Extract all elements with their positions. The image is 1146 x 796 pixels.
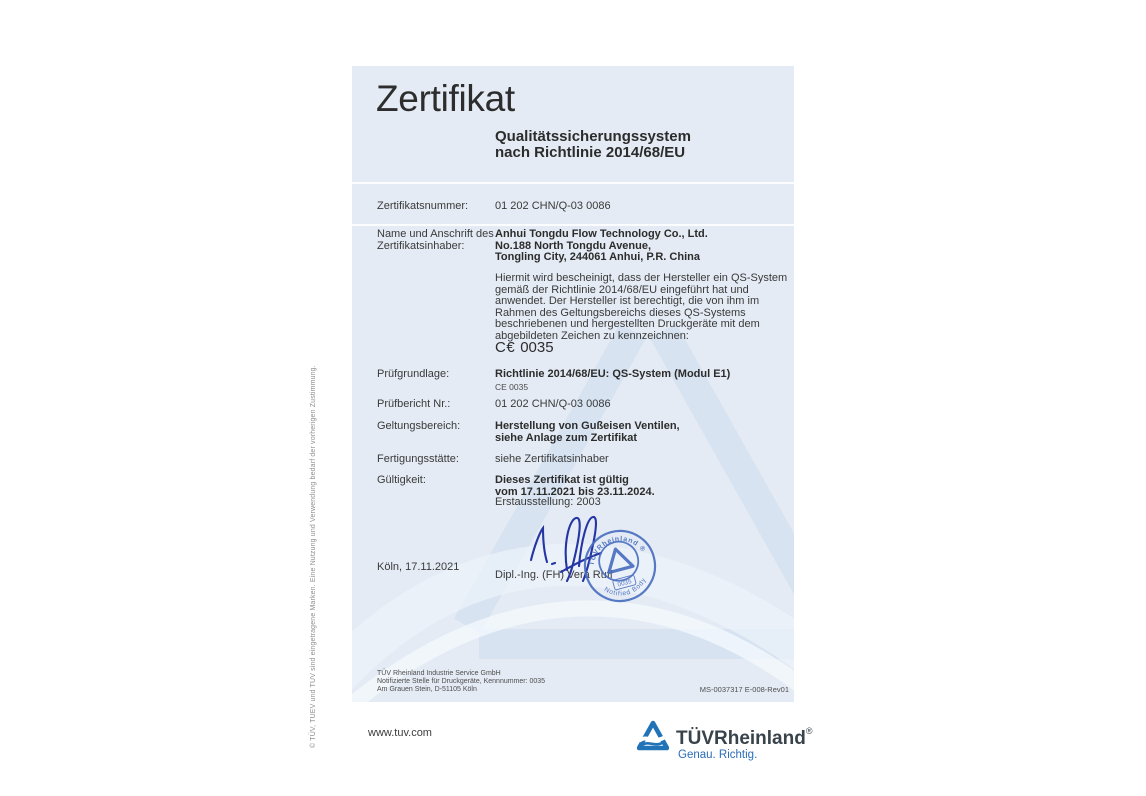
brand-rheinland: Rheinland [714,728,806,749]
registered-mark: ® [805,726,813,736]
brand-tagline: Genau. Richtig. [678,749,758,761]
gueltigkeit-label: Gültigkeit: [377,474,426,486]
geltungsbereich-label: Geltungsbereich: [377,420,461,432]
ce-mark-symbol: C€ [495,339,516,356]
place-and-date: Köln, 17.11.2021 [377,561,460,573]
divider-line [352,182,794,184]
pruefbericht-value: 01 202 CHN/Q-03 0086 [495,398,611,410]
fertigungsstaette-label: Fertigungsstätte: [377,453,459,465]
website-url: www.tuv.com [368,727,432,739]
signer-name: Dipl.-Ing. (FH) Vera Ruff [495,569,613,581]
pruefgrundlage-value: Richtlinie 2014/68/EU: QS-System (Modul E1) [495,368,731,380]
pruefgrundlage-label: Prüfgrundlage: [377,368,450,380]
ce-marking [495,339,554,356]
certificate-sheet [352,66,794,702]
pruefgrundlage-sub: CE 0035 [495,382,529,392]
brand-wordmark [676,728,812,750]
geltungsbereich-value: Herstellung von Gußeisen Ventilen, siehe Anlage zum Zertifikat [495,420,680,444]
seal-top-text: TÜVRheinland ® [588,535,647,567]
issuer-block: TÜV Rheinland Industrie Service GmbH Notifizierte Stelle für Druckgeräte, Kennnummer: 0035 Am Grauen Stein, D-51105 Köln [377,670,546,693]
holder-label: Name und Anschrift des Zertifikatsinhaber: [377,228,494,252]
certification-statement: Hiermit wird bescheinigt, dass der Hersteller ein QS-System gemäß der Richtlinie 2014/68/EU eingeführt hat und anwendet. Der Hersteller ist berechtigt, die von ihm im Rahmen des Geltungsbereichs dieses QS-Systems beschriebenen und hergestellten Druckgeräte mit dem abgebildeten Zeichen zu kennzeichnen: [495,272,788,342]
cert-number-label: Zertifikatsnummer: [377,200,469,212]
document-reference: MS-0037317 E-008-Rev01 [699,685,789,694]
brand-tuv: TÜV [676,728,714,749]
tuv-triangle-watermark [352,66,794,702]
tuv-rheinland-logo-icon [637,720,669,752]
seal-triangle-icon [603,546,633,573]
seal-number: 0035 [616,578,633,589]
cert-number-value: 01 202 CHN/Q-03 0086 [495,200,611,212]
gueltigkeit-value: Dieses Zertifikat ist gültig vom 17.11.2021 bis 23.11.2024. [495,474,655,498]
certificate-title: Zertifikat [376,78,515,119]
pruefbericht-label: Prüfbericht Nr.: [377,398,451,410]
fertigungsstaette-value: siehe Zertifikatsinhaber [495,453,609,465]
seal-bottom-text: Notified Body [602,576,648,598]
trademark-note: © TÜV, TUEV und TUV sind eingetragene Marken. Eine Nutzung und Verwendung bedarf der vorherigen Zustimmung. [310,365,317,748]
erstausstellung: Erstausstellung: 2003 [495,496,601,508]
holder-value: Anhui Tongdu Flow Technology Co., Ltd. No.188 North Tongdu Avenue, Tongling City, 244061 Anhui, P.R. China [495,228,708,263]
divider-line [352,224,794,226]
ce-mark-number: 0035 [520,339,554,356]
certificate-subtitle: Qualitätssicherungssystem nach Richtlinie 2014/68/EU [495,128,691,161]
